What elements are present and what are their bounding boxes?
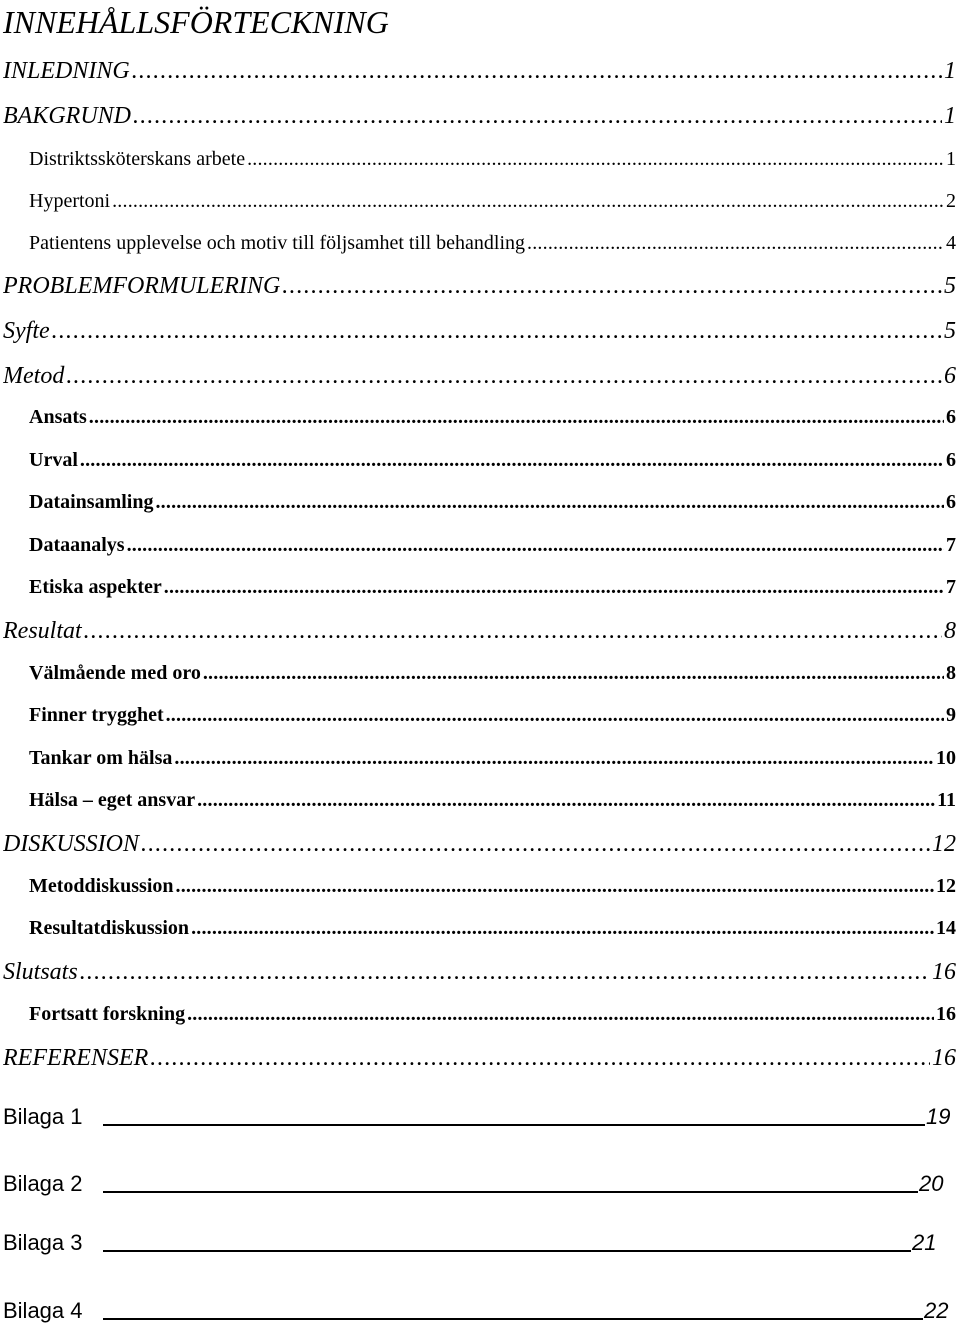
toc-entry-page: 8 <box>944 618 956 644</box>
toc-leader-dots <box>52 318 942 345</box>
toc-entry-inledning[interactable] <box>3 58 956 85</box>
toc-title: INNEHÅLLSFÖRTECKNING <box>3 4 389 40</box>
toc-entry-page: 6 <box>946 491 956 513</box>
toc-entry-label: DISKUSSION <box>3 831 139 857</box>
toc-entry-label: Patientens upplevelse och motiv till följsamhet till behandling <box>29 232 526 254</box>
toc-entry-label: Dataanalys <box>29 534 125 556</box>
toc-leader-dots <box>133 103 942 130</box>
toc-entry-syfte[interactable] <box>3 318 956 345</box>
toc-leader-dots <box>247 148 944 171</box>
toc-entry-label: Resultat <box>3 618 82 644</box>
toc-entry-page: 12 <box>932 831 956 857</box>
toc-entry-label: PROBLEMFORMULERING <box>3 273 281 299</box>
toc-entry-label: Ansats <box>29 406 87 428</box>
toc-entry-slutsats[interactable] <box>3 959 956 986</box>
toc-entry-label: Slutsats <box>3 959 78 985</box>
toc-entry-metod[interactable] <box>3 363 956 390</box>
toc-leader-dots <box>174 747 934 770</box>
toc-entry-page: 2 <box>946 190 956 212</box>
toc-leader-dots <box>527 232 944 255</box>
toc-entry-page: 4 <box>946 232 956 254</box>
toc-entry-urval[interactable] <box>29 449 956 472</box>
toc-entry-label: Syfte <box>3 318 50 344</box>
toc-entry-page: 7 <box>946 534 956 556</box>
appendix-entry-bilaga-3[interactable] <box>3 1230 936 1256</box>
toc-entry-page: 1 <box>944 103 956 129</box>
toc-entry-label: Datainsamling <box>29 491 154 513</box>
toc-leader-dots <box>282 273 942 300</box>
toc-entry-page: 6 <box>944 363 956 389</box>
toc-leader-dots <box>84 618 942 645</box>
toc-leader-dots <box>112 190 944 213</box>
toc-leader-dots <box>132 58 942 85</box>
toc-leader-dots <box>166 704 944 727</box>
toc-leader-dots <box>141 831 930 858</box>
toc-entry-hypertoni[interactable] <box>29 190 956 213</box>
toc-entry-page: 6 <box>946 406 956 428</box>
toc-entry-problemformulering[interactable] <box>3 273 956 300</box>
toc-entry-page: 9 <box>946 704 956 726</box>
toc-entry-page: 1 <box>946 148 956 170</box>
toc-leader-dots <box>187 1003 934 1026</box>
toc-entry-label: Distriktssköterskans arbete <box>29 148 246 170</box>
toc-entry-label: Hypertoni <box>29 190 111 212</box>
toc-entry-halsa-eget-ansvar[interactable] <box>29 789 956 812</box>
toc-entry-page: 10 <box>936 747 956 769</box>
toc-entry-label: Finner trygghet <box>29 704 164 726</box>
toc-entry-resultat[interactable] <box>3 618 956 645</box>
appendix-underline <box>103 1123 925 1126</box>
toc-entry-page: 5 <box>944 318 956 344</box>
toc-leader-dots <box>127 534 944 557</box>
toc-entry-label: Resultatdiskussion <box>29 917 190 939</box>
toc-entry-label: BAKGRUND <box>3 103 131 129</box>
toc-entry-fortsatt-forskning[interactable] <box>29 1003 956 1026</box>
toc-entry-resultatdiskussion[interactable] <box>29 917 956 940</box>
toc-entry-dataanalys[interactable] <box>29 534 956 557</box>
toc-entry-page: 16 <box>932 959 956 985</box>
toc-leader-dots <box>164 576 944 599</box>
appendix-underline <box>103 1190 918 1193</box>
toc-entry-metoddiskussion[interactable] <box>29 875 956 898</box>
appendix-page: 21 <box>912 1230 937 1255</box>
toc-entry-label: Hälsa – eget ansvar <box>29 789 196 811</box>
toc-entry-finner-trygghet[interactable] <box>29 704 956 727</box>
toc-entry-page: 1 <box>944 58 956 84</box>
toc-entry-patientens-upplevelse[interactable] <box>29 232 956 255</box>
toc-entry-label: Metoddiskussion <box>29 875 174 897</box>
toc-entry-label: Välmående med oro <box>29 662 201 684</box>
toc-leader-dots <box>203 662 944 685</box>
toc-entry-referenser[interactable] <box>3 1045 956 1072</box>
toc-entry-ansats[interactable] <box>29 406 956 429</box>
appendix-page: 20 <box>919 1171 944 1196</box>
appendix-entry-bilaga-2[interactable] <box>3 1171 943 1197</box>
toc-entry-label: Urval <box>29 449 78 471</box>
appendix-underline <box>103 1317 923 1320</box>
appendix-underline <box>103 1249 911 1252</box>
toc-entry-page: 16 <box>936 1003 956 1025</box>
toc-leader-dots <box>155 491 944 514</box>
toc-leader-dots <box>176 875 935 898</box>
appendix-page: 22 <box>924 1298 949 1323</box>
toc-entry-label: INLEDNING <box>3 58 130 84</box>
toc-entry-label: Metod <box>3 363 65 389</box>
appendix-label: Bilaga 2 <box>3 1171 83 1196</box>
toc-entry-diskussion[interactable] <box>3 831 956 858</box>
toc-entry-label: REFERENSER <box>3 1045 149 1071</box>
toc-entry-page: 12 <box>936 875 956 897</box>
appendix-page: 19 <box>926 1104 951 1129</box>
appendix-label: Bilaga 3 <box>3 1230 83 1255</box>
toc-entry-label: Fortsatt forskning <box>29 1003 186 1025</box>
toc-entry-tankar-om-halsa[interactable] <box>29 747 956 770</box>
toc-entry-page: 6 <box>946 449 956 471</box>
toc-leader-dots <box>150 1045 930 1072</box>
toc-leader-dots <box>80 449 944 472</box>
toc-entry-etiska-aspekter[interactable] <box>29 576 956 599</box>
toc-leader-dots <box>197 789 935 812</box>
appendix-label: Bilaga 4 <box>3 1298 83 1323</box>
toc-entry-label: Etiska aspekter <box>29 576 162 598</box>
appendix-entry-bilaga-1[interactable] <box>3 1104 950 1130</box>
toc-entry-page: 8 <box>946 662 956 684</box>
toc-entry-distriktsskoterskans-arbete[interactable] <box>29 148 956 171</box>
toc-entry-page: 7 <box>946 576 956 598</box>
toc-entry-valmaende-med-oro[interactable] <box>29 662 956 685</box>
toc-leader-dots <box>66 363 942 390</box>
toc-entry-page: 5 <box>944 273 956 299</box>
toc-entry-label: Tankar om hälsa <box>29 747 173 769</box>
toc-leader-dots <box>80 959 930 986</box>
toc-entry-page: 14 <box>936 917 956 939</box>
toc-leader-dots <box>191 917 934 940</box>
toc-entry-datainsamling[interactable] <box>29 491 956 514</box>
toc-entry-bakgrund[interactable] <box>3 103 956 130</box>
appendix-entry-bilaga-4[interactable] <box>3 1298 948 1324</box>
toc-leader-dots <box>89 406 944 429</box>
toc-entry-page: 11 <box>937 789 956 811</box>
toc-entry-page: 16 <box>932 1045 956 1071</box>
appendix-label: Bilaga 1 <box>3 1104 83 1129</box>
